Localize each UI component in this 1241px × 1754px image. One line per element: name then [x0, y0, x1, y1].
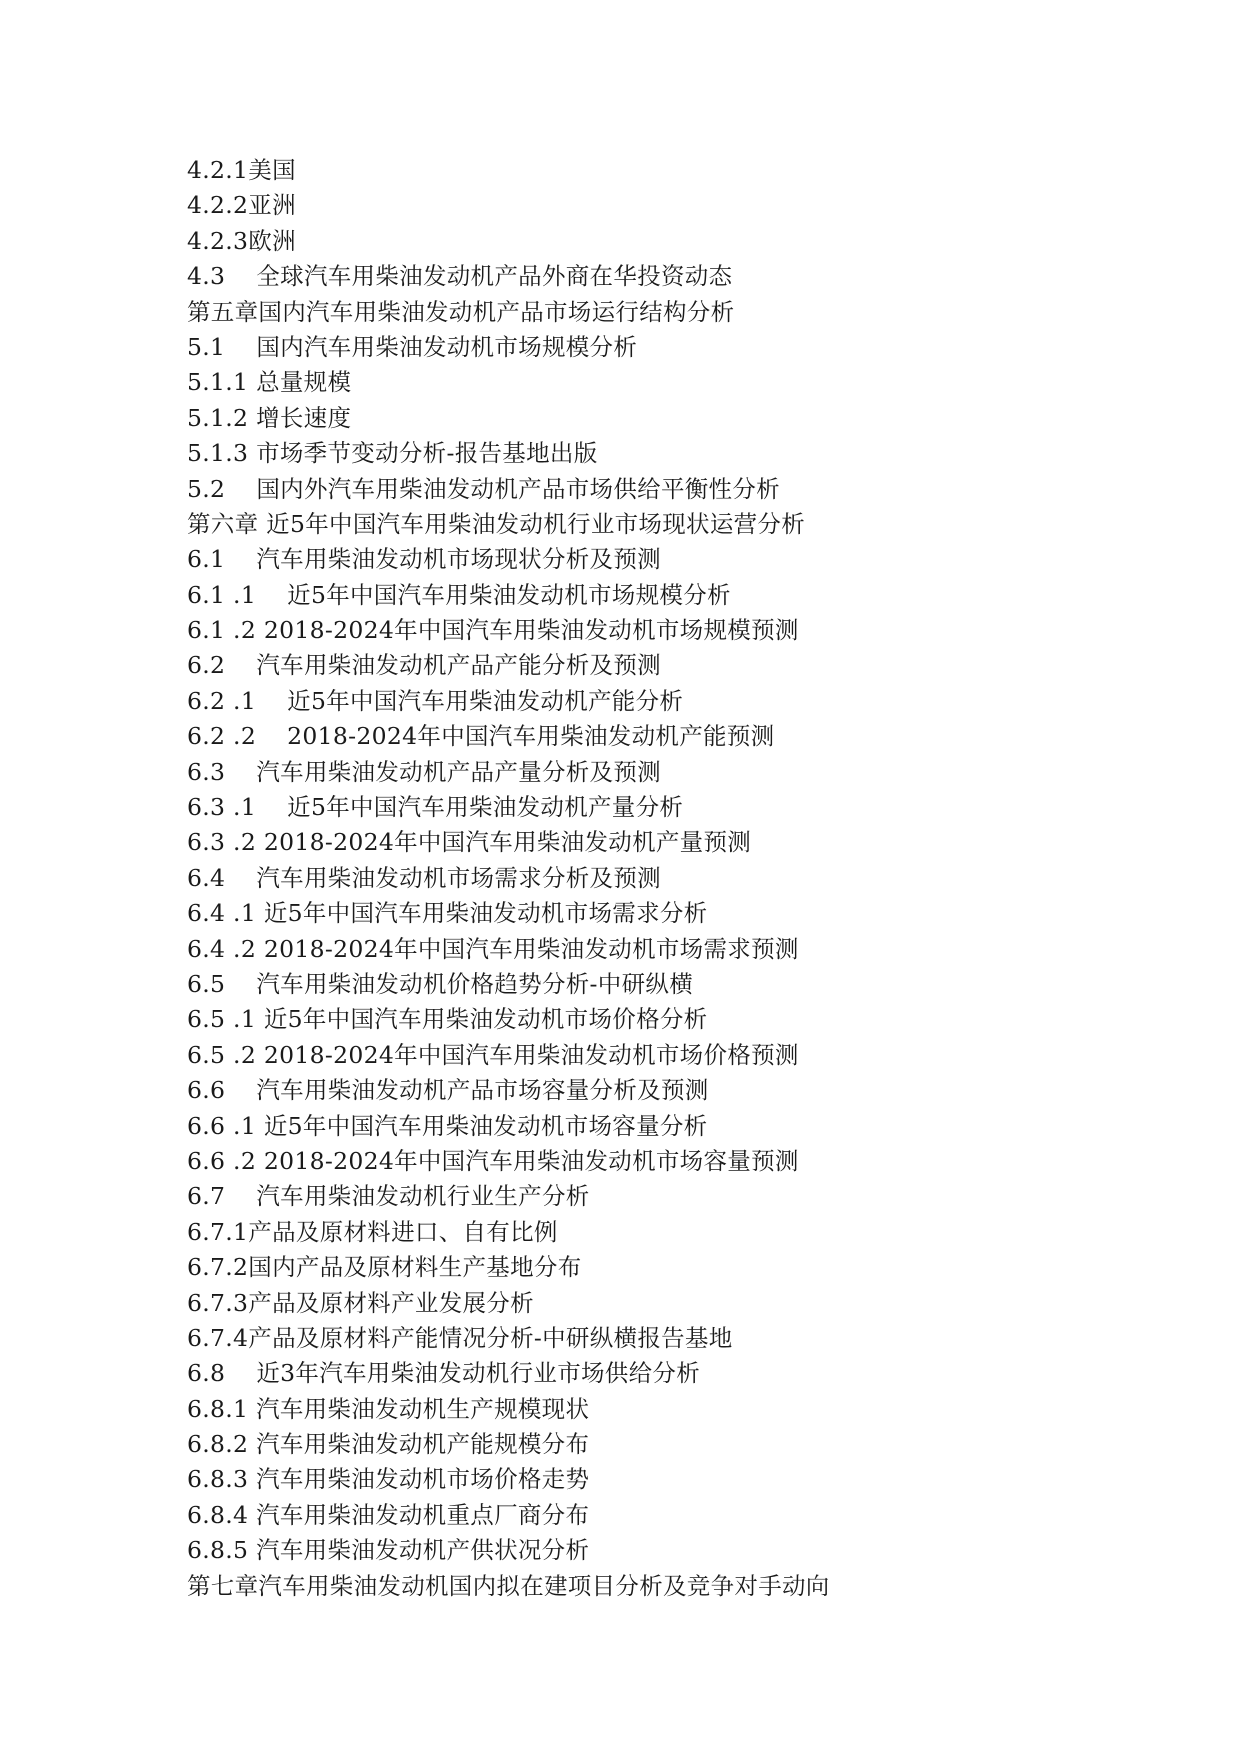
toc-entry: 6.6 .2 2018-2024年中国汽车用柴油发动机市场容量预测	[187, 1146, 799, 1175]
toc-entry: 6.2 汽车用柴油发动机产品产能分析及预测	[187, 651, 661, 680]
toc-entry: 6.3 汽车用柴油发动机产品产量分析及预测	[187, 757, 661, 786]
toc-entry: 6.4 .1 近5年中国汽车用柴油发动机市场需求分析	[187, 899, 708, 928]
toc-entry: 4.3 全球汽车用柴油发动机产品外商在华投资动态	[187, 262, 733, 291]
toc-chapter-heading: 第五章国内汽车用柴油发动机产品市场运行结构分析	[187, 297, 735, 326]
toc-entry: 5.1.3 市场季节变动分析-报告基地出版	[187, 439, 598, 468]
toc-entry: 4.2.1美国	[187, 156, 296, 184]
toc-entry: 6.3 .2 2018-2024年中国汽车用柴油发动机产量预测	[187, 828, 752, 857]
toc-entry: 6.3 .1 近5年中国汽车用柴油发动机产量分析	[187, 793, 684, 822]
toc-entry: 6.5 .1 近5年中国汽车用柴油发动机市场价格分析	[187, 1005, 708, 1034]
toc-entry: 6.8 近3年汽车用柴油发动机行业市场供给分析	[187, 1359, 701, 1388]
toc-entry: 6.1 汽车用柴油发动机市场现状分析及预测	[187, 545, 661, 574]
toc-entry: 6.7 汽车用柴油发动机行业生产分析	[187, 1182, 590, 1211]
toc-entry: 6.7.1产品及原材料进口、自有比例	[187, 1217, 558, 1246]
toc-entry: 5.1.1 总量规模	[187, 368, 352, 397]
toc-entry: 6.1 .2 2018-2024年中国汽车用柴油发动机市场规模预测	[187, 616, 799, 645]
toc-entry: 4.2.2亚洲	[187, 191, 296, 220]
toc-entry: 4.2.3欧洲	[187, 226, 296, 255]
toc-entry: 6.7.2国内产品及原材料生产基地分布	[187, 1253, 582, 1282]
toc-entry: 6.8.1 汽车用柴油发动机生产规模现状	[187, 1394, 590, 1423]
table-of-contents	[187, 153, 1187, 1604]
toc-entry: 6.8.3 汽车用柴油发动机市场价格走势	[187, 1465, 590, 1494]
toc-entry: 6.6 .1 近5年中国汽车用柴油发动机市场容量分析	[187, 1111, 708, 1140]
toc-entry: 6.5 汽车用柴油发动机价格趋势分析-中研纵横	[187, 969, 693, 998]
toc-entry: 5.2 国内外汽车用柴油发动机产品市场供给平衡性分析	[187, 474, 780, 503]
toc-entry: 5.1.2 增长速度	[187, 403, 352, 432]
toc-entry: 6.7.4产品及原材料产能情况分析-中研纵横报告基地	[187, 1323, 733, 1352]
toc-entry: 6.8.5 汽车用柴油发动机产供状况分析	[187, 1536, 590, 1565]
toc-entry: 5.1 国内汽车用柴油发动机市场规模分析	[187, 332, 638, 361]
toc-entry: 6.4 .2 2018-2024年中国汽车用柴油发动机市场需求预测	[187, 934, 799, 963]
toc-entry: 6.1 .1 近5年中国汽车用柴油发动机市场规模分析	[187, 580, 731, 609]
toc-entry: 6.8.4 汽车用柴油发动机重点厂商分布	[187, 1500, 590, 1529]
toc-entry: 6.2 .1 近5年中国汽车用柴油发动机产能分析	[187, 686, 684, 715]
toc-entry: 6.6 汽车用柴油发动机产品市场容量分析及预测	[187, 1076, 709, 1105]
toc-entry: 6.4 汽车用柴油发动机市场需求分析及预测	[187, 863, 661, 892]
toc-entry: 6.8.2 汽车用柴油发动机产能规模分布	[187, 1430, 590, 1459]
toc-entry: 6.5 .2 2018-2024年中国汽车用柴油发动机市场价格预测	[187, 1040, 799, 1069]
toc-entry: 6.2 .2 2018-2024年中国汽车用柴油发动机产能预测	[187, 722, 775, 751]
toc-chapter-heading: 第七章汽车用柴油发动机国内拟在建项目分析及竞争对手动向	[187, 1571, 830, 1600]
toc-entry: 6.7.3产品及原材料产业发展分析	[187, 1288, 534, 1317]
toc-chapter-heading: 第六章 近5年中国汽车用柴油发动机行业市场现状运营分析	[187, 509, 806, 538]
